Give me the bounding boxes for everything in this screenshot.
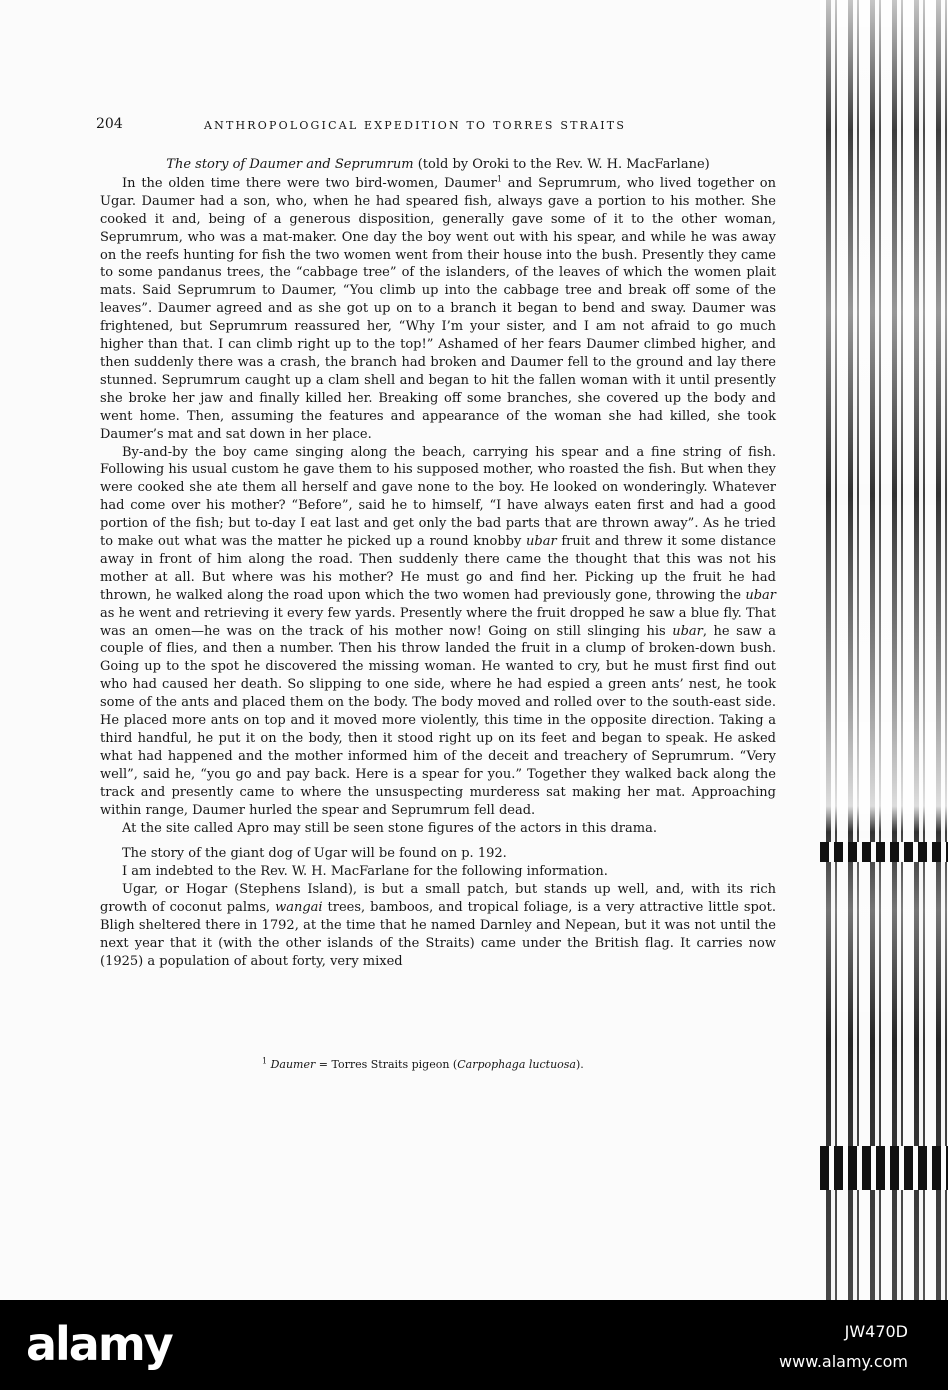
paragraph: The story of the giant dog of Ugar will be found on p. 192. (122, 846, 507, 862)
watermark-url: www.alamy.com (779, 1352, 908, 1371)
story-title: The story of Daumer and Seprumrum (told by Oroki to the Rev. W. H. MacFarlane) (166, 157, 710, 172)
footnote-reference: 1 (496, 174, 502, 184)
paragraph: At the site called Apro may still be seen stone figures of the actors in this drama. (122, 820, 657, 836)
image-id: JW470D (844, 1322, 908, 1341)
paragraph: By-and-by the boy came singing along the beach, carrying his spear and a fine string of fish. Following his usual custom he gave them to his supposed mother, who roasted the fish. But when they were cooked she ate them all herself and gave none to the boy. He looked on wonderingly. Whatever had come over his mother? “Before”, said he to himself, “I have always eaten first and had a good portion of the fish; but to-day I eat last and get only the bad parts that are thrown away”. As he tried to make out what was the matter he picked up a round knobby ubar fruit and threw it some distance away in front of him along the road. Then suddenly there came the thought that this was not his mother at all. But where was his mother? He must go and find her. Picking up the fruit he had thrown, he walked along the road upon which the two women had previously gone, throwing the ubar as he went and retrieving it every few yards. Presently where the fruit dropped he saw a blue fly. That was an omen—he was on the track of his mother now! Going on still slinging his ubar, he saw a couple of flies, and then a number. Then his throw landed the fruit in a clump of broken-down bush. Going up to the spot he discovered the missing woman. He wanted to cry, but he must first find out who had caused her death. So slipping to one side, where he had espied a green ants’ nest, he took some of the ants and placed them on the body. The body moved and rolled over to the south-east side. He placed more ants on top and it moved more violently, this time in the opposite direction. Taking a third handful, he put it on the body, then it stood right up on its feet and began to speak. He asked what had happened and the mother informed him of the deceit and treachery of Seprumrum. “Very well”, said he, “you go and pay back. Here is a spear for you.” Together they walked back along the track and presently came to where the unsuspecting murderess sat making her mat. Approaching within range, Daumer hurled the spear and Seprumrum fell dead. (100, 444, 776, 818)
page-edge-scan-artifact (820, 0, 948, 1300)
watermark-bar (0, 1300, 948, 1390)
running-title: ANTHROPOLOGICAL EXPEDITION TO TORRES STRAITS (204, 119, 627, 132)
running-header (96, 116, 776, 138)
page-number: 204 (96, 116, 123, 132)
paragraph: In the olden time there were two bird-women, Daumer$^1$ and Seprumrum, who lived together on Ugar. Daumer had a son, who, when he had speared fish, always gave a portion to his mother. She cooked it and, being of a generous disposition, generally gave some of it to the other woman, Seprumrum, who was a mat-maker. One day the boy went out with his spear, and while he was away on the reefs hunting for fish the two women went from their house into the bush. Presently they came to some pandanus trees, the “cabbage tree” of the islanders, of the leaves of which the women plait mats. Said Seprumrum to Daumer, “You climb up into the cabbage tree and break off some of the leaves”. Daumer agreed and as she got up on to a branch it began to bend and sway. Daumer was frightened, but Seprumrum reassured her, “Why I’m your sister, and I am not afraid to go much higher than that. I can climb right up to the top!” Ashamed of her fears Daumer climbed higher, and then suddenly there was a crash, the branch had broken and Daumer fell to the ground and lay there stunned. Seprumrum caught up a clam shell and began to hit the fallen woman with it until presently she broke her jaw and finally killed her. Breaking off some branches, she covered up the body and went home. Then, assuming the features and appearance of the woman she had killed, she took Daumer’s mat and sat down in her place. (100, 174, 776, 442)
alamy-logo: alamy (26, 1317, 172, 1371)
text-block (100, 156, 776, 971)
paragraph: Ugar, or Hogar (Stephens Island), is but a small patch, but stands up well, and, with its rich growth of coconut palms, wangai trees, bamboos, and tropical foliage, is a very attractive little spot. Bligh sheltered there in 1792, at the time that he named Darnley and Nepean, but it was not until the next year that it (with the other islands of the Straits) came under the British flag. It carries now (1925) a population of about forty, very mixed (100, 882, 776, 969)
footnote: $^1$ Daumer = Torres Straits pigeon (Carpophaga luctuosa). (262, 1056, 584, 1071)
paragraph: I am indebted to the Rev. W. H. MacFarlane for the following information. (122, 864, 608, 880)
